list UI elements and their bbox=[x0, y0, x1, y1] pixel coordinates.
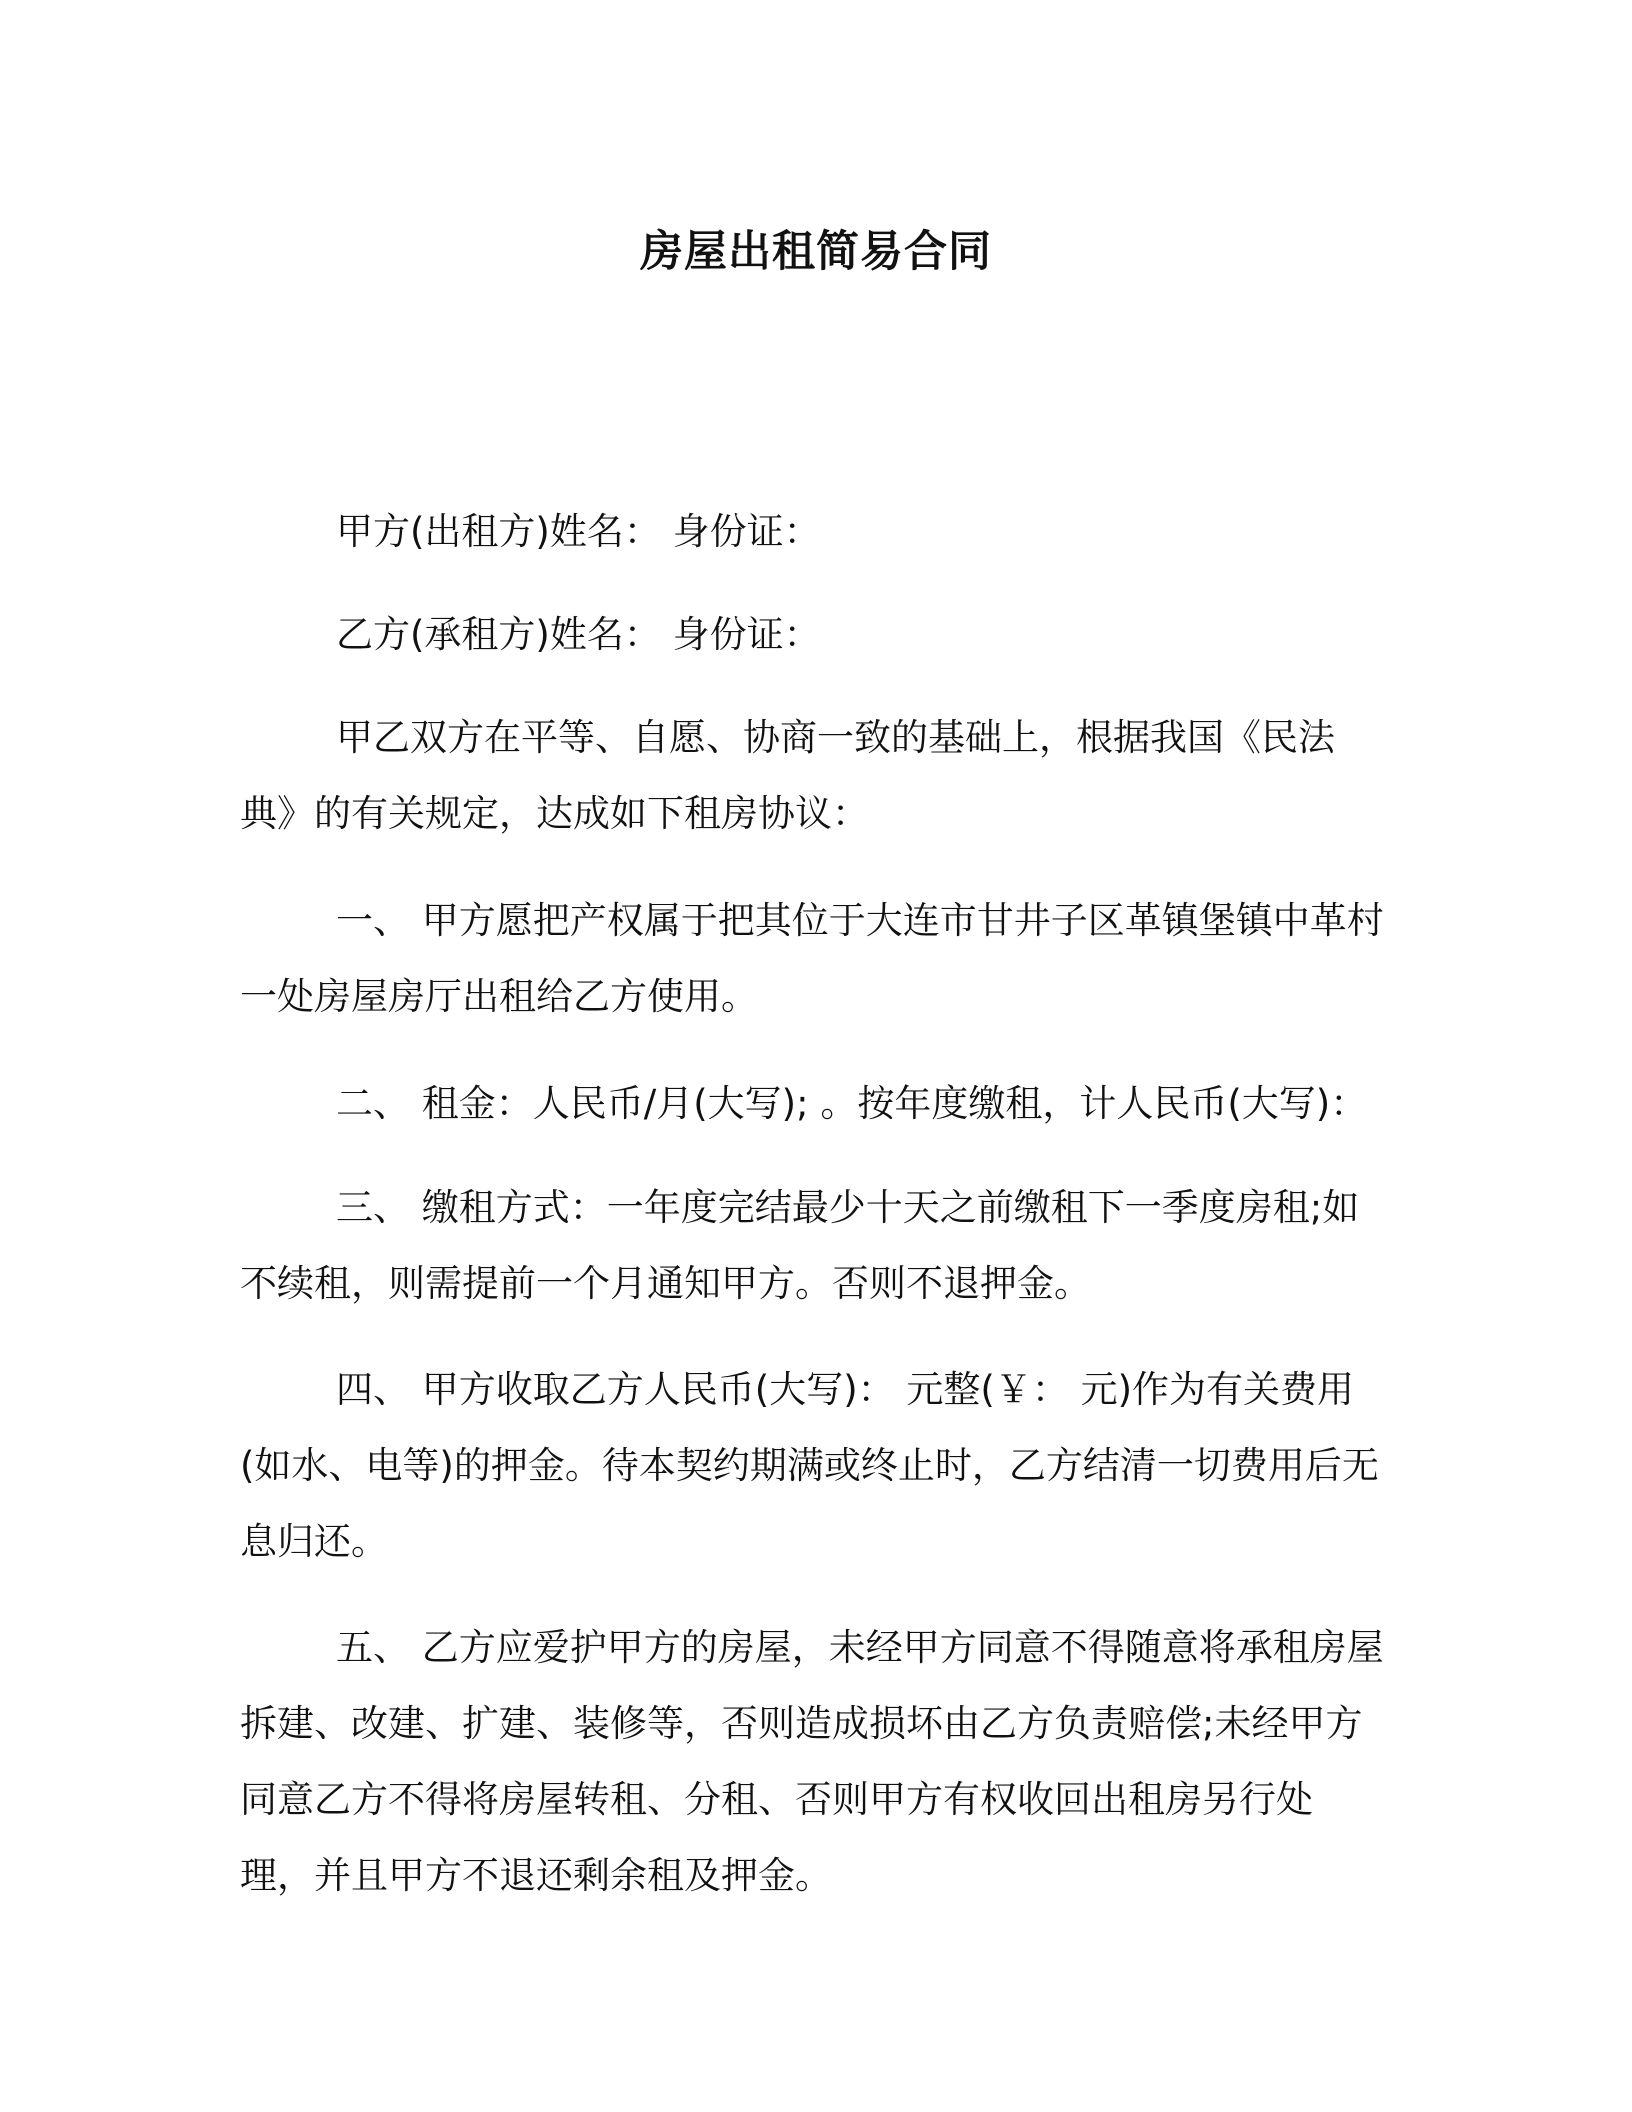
text-line: 四、 甲方收取乙方人民币(大写)： 元整(￥： 元)作为有关费用 bbox=[336, 1368, 1355, 1411]
clause-2 bbox=[240, 1066, 1390, 1170]
text-line: (如水、电等)的押金。待本契约期满或终止时，乙方结清一切费用后无 bbox=[240, 1444, 1379, 1487]
text-line: 理，并且甲方不退还剩余租及押金。 bbox=[240, 1854, 832, 1897]
text-line: 息归还。 bbox=[240, 1520, 388, 1563]
party-b-line bbox=[240, 597, 1390, 700]
clause-5 bbox=[240, 1610, 1390, 1920]
document-title: 房屋出租简易合同 bbox=[640, 227, 992, 277]
text-line: 五、 乙方应爱护甲方的房屋，未经甲方同意不得随意将承租房屋 bbox=[336, 1626, 1384, 1669]
text-line: 二、 租金：人民币/月(大写); 。按年度缴租，计人民币(大写)： bbox=[336, 1082, 1368, 1125]
text-line: 甲方(出租方)姓名： 身份证： bbox=[336, 510, 821, 553]
text-line: 一处房屋房厅出租给乙方使用。 bbox=[240, 975, 758, 1018]
clause-3 bbox=[240, 1170, 1390, 1352]
clause-4 bbox=[240, 1352, 1390, 1610]
text-line: 不续租，则需提前一个月通知甲方。否则不退押金。 bbox=[240, 1262, 1091, 1305]
clause-1 bbox=[240, 883, 1390, 1066]
party-a-line bbox=[240, 494, 1390, 597]
text-line: 典》的有关规定，达成如下租房协议： bbox=[240, 792, 869, 835]
document-body bbox=[240, 494, 1390, 1920]
text-line: 同意乙方不得将房屋转租、分租、否则甲方有权收回出租房另行处 bbox=[240, 1778, 1313, 1821]
text-line: 三、 缴租方式：一年度完结最少十天之前缴租下一季度房租;如 bbox=[336, 1186, 1360, 1229]
text-line: 乙方(承租方)姓名： 身份证： bbox=[336, 613, 821, 656]
preamble-paragraph bbox=[240, 700, 1390, 883]
text-line: 甲乙双方在平等、自愿、协商一致的基础上，根据我国《民法 bbox=[336, 716, 1335, 759]
text-line: 一、 甲方愿把产权属于把其位于大连市甘井子区革镇堡镇中革村 bbox=[336, 899, 1384, 942]
text-line: 拆建、改建、扩建、装修等，否则造成损坏由乙方负责赔偿;未经甲方 bbox=[240, 1702, 1363, 1745]
